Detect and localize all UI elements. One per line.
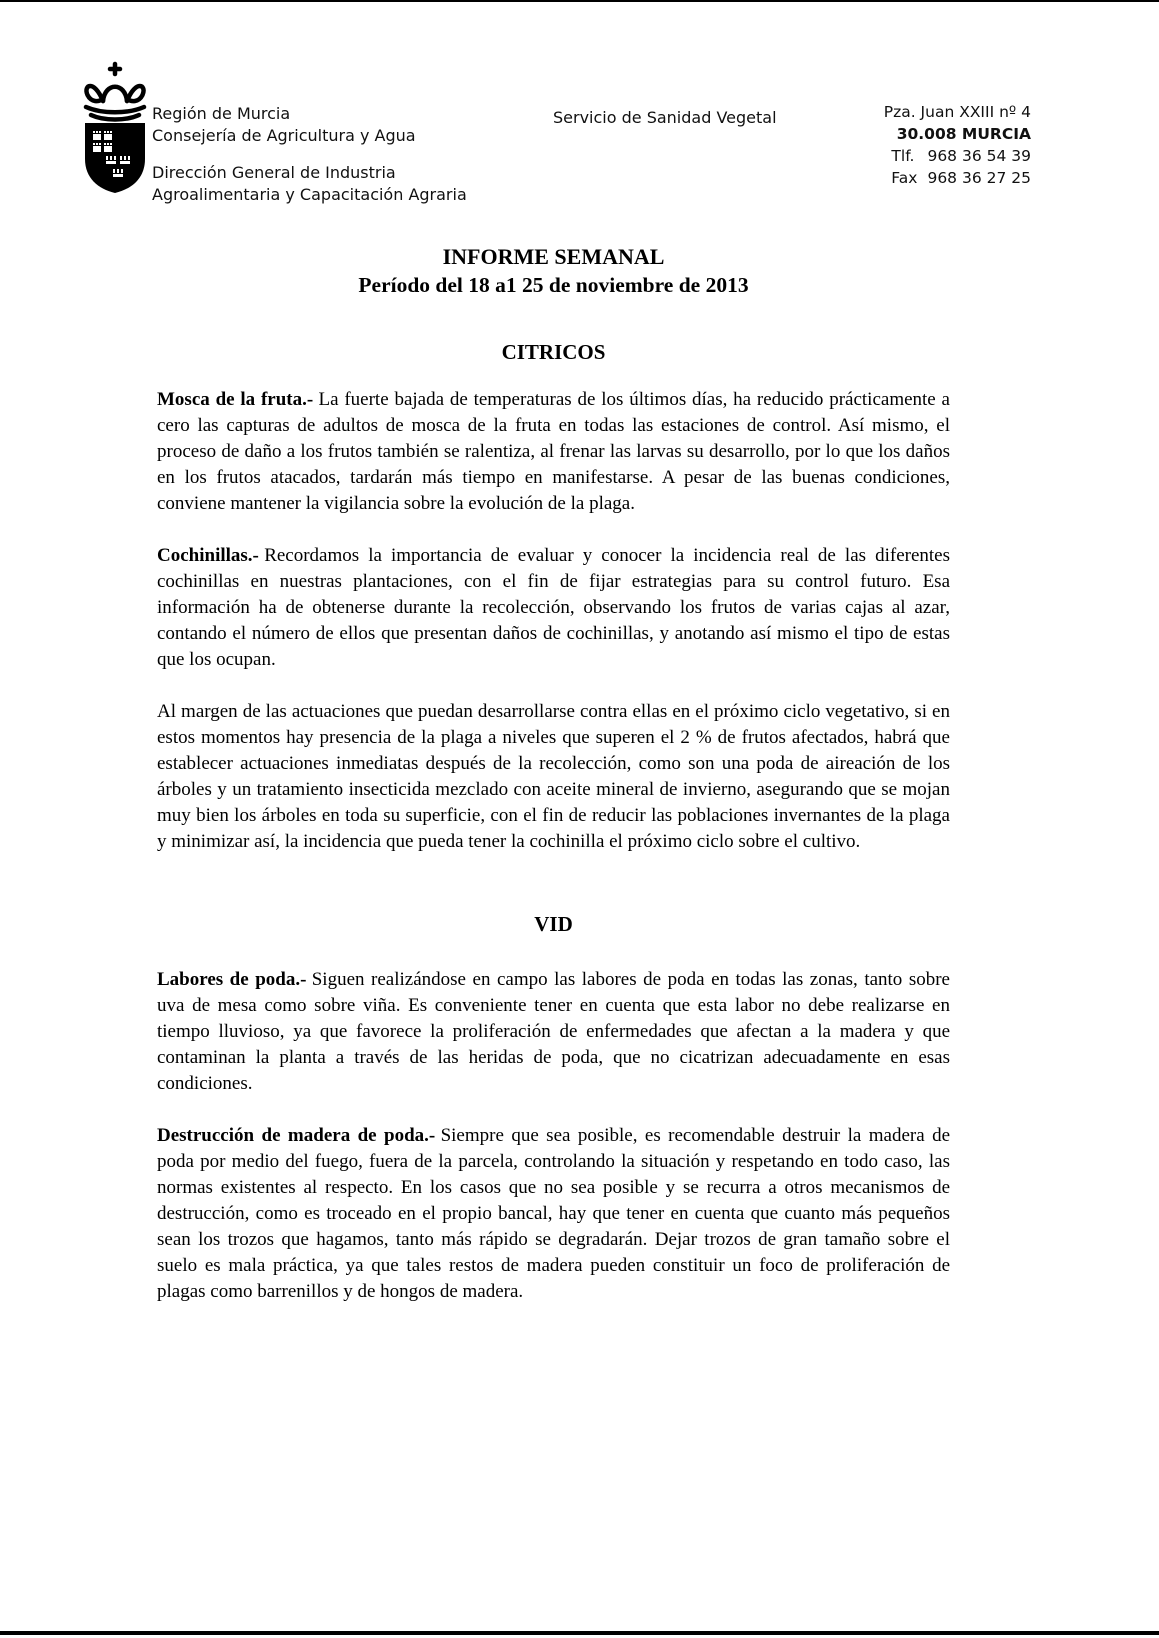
paragraph-text: La fuerte bajada de temperaturas de los últimos días, ha reducido prácticamente a cero las capturas de adultos de mosca de la fruta en todas las estaciones de control. Así mismo, el proceso de daño a los frutos también se ralentiza, al frenar las larvas su desarrollo, por lo que los daños en los frutos atacados, tardarán más tiempo en manifestarse. A pesar de las buenas condiciones, conviene mantener la vigilancia sobre la evolución de la plaga. <box>157 389 950 514</box>
address-block <box>884 101 1031 189</box>
phone-number: 968 36 54 39 <box>927 147 1031 165</box>
document-body <box>157 243 950 1331</box>
bottom-border-rule <box>0 1631 1159 1635</box>
paragraph-text: Siguen realizándose en campo las labores de poda en todas las zonas, tanto sobre uva de mesa como sobre viña. Es conveniente tener en cuenta que esta labor no debe realizarse en tiempo lluvioso, ya que favorece la proliferación de enfermedades que afectan a la madera y que contaminan la planta a través de las heridas de poda, que no cicatrizan adecuadamente en esas condiciones. <box>157 969 950 1094</box>
paragraph-destruccion-madera <box>157 1123 950 1305</box>
fax-label: Fax <box>891 169 918 187</box>
phone-label: Tlf. <box>891 147 915 165</box>
phone-line <box>884 145 1031 167</box>
paragraph-lead: Mosca de la fruta.- <box>157 389 314 410</box>
paragraph-cochinillas <box>157 543 950 673</box>
top-border-rule <box>0 0 1159 2</box>
org-direccion-general-line2: Agroalimentaria y Capacitación Agraria <box>152 185 467 204</box>
section-heading-vid: VID <box>534 912 573 936</box>
paragraph-lead: Labores de poda.- <box>157 969 307 990</box>
org-consejeria: Consejería de Agricultura y Agua <box>152 126 416 145</box>
region-de-murcia-coat-of-arms-icon <box>82 61 148 195</box>
paragraph-lead: Destrucción de madera de poda.- <box>157 1125 436 1146</box>
document-title: INFORME SEMANAL <box>442 244 665 269</box>
paragraph-mosca-de-la-fruta <box>157 387 950 517</box>
paragraph-lead: Cochinillas.- <box>157 545 259 566</box>
coat-of-arms-graphic <box>82 61 148 195</box>
paragraph-text: Siempre que sea posible, es recomendable destruir la madera de poda por medio del fuego, fuera de la parcela, controlando la situación y respetando en todo caso, las normas existentes al respecto. En los casos que no sea posible y se recurra a otros mecanismos de destrucción, como es troceado en el propio bancal, hay que tener en cuenta que cuanto más pequeños sean los trozos que hagamos, tanto más rápido se degradarán. Dejar trozos de gran tamaño sobre el suelo es mala práctica, ya que tales restos de madera pueden constituir un foco de proliferación de plagas como barrenillos y de hongos de madera. <box>157 1125 950 1302</box>
crown-icon <box>86 64 144 120</box>
section-heading-citricos: CITRICOS <box>501 340 606 364</box>
paragraph-labores-de-poda <box>157 967 950 1097</box>
address-postal-city: 30.008 MURCIA <box>896 125 1031 143</box>
address-street: Pza. Juan XXIII nº 4 <box>883 103 1031 121</box>
document-subtitle: Período del 18 a1 25 de noviembre de 2013 <box>358 273 749 297</box>
paragraph-text: Al margen de las actuaciones que puedan desarrollarse contra ellas en el próximo ciclo vegetativo, si en estos momentos hay presencia de la plaga a niveles que superen el 2 % de frutos afectados, habrá que establecer actuaciones inmediatas después de la recolección, como son una poda de aireación de los árboles y un tratamiento insecticida mezclado con aceite mineral de invierno, asegurando que se mojan muy bien los árboles en toda su superficie, con el fin de reducir las poblaciones invernantes de la plaga y minimizar así, la incidencia que pueda tener la cochinilla el próximo ciclo sobre el cultivo. <box>157 701 950 852</box>
shield-icon <box>85 123 145 193</box>
paragraph-text: Recordamos la importancia de evaluar y conocer la incidencia real de las diferentes cochinillas en nuestras plantaciones, con el fin de fijar estrategias para su control futuro. Esa información ha de obtenerse durante la recolección, observando los frutos de varias cajas al azar, contando el número de ellos que presentan daños de cochinillas, y anotando así mismo el tipo de estas que los ocupan. <box>157 545 950 670</box>
fax-line <box>884 167 1031 189</box>
organization-block <box>152 103 467 206</box>
org-direccion-general-line1: Dirección General de Industria <box>152 163 396 182</box>
paragraph-al-margen <box>157 699 950 855</box>
org-region: Región de Murcia <box>152 104 291 123</box>
service-name: Servicio de Sanidad Vegetal <box>553 108 777 127</box>
fax-number: 968 36 27 25 <box>927 169 1031 187</box>
